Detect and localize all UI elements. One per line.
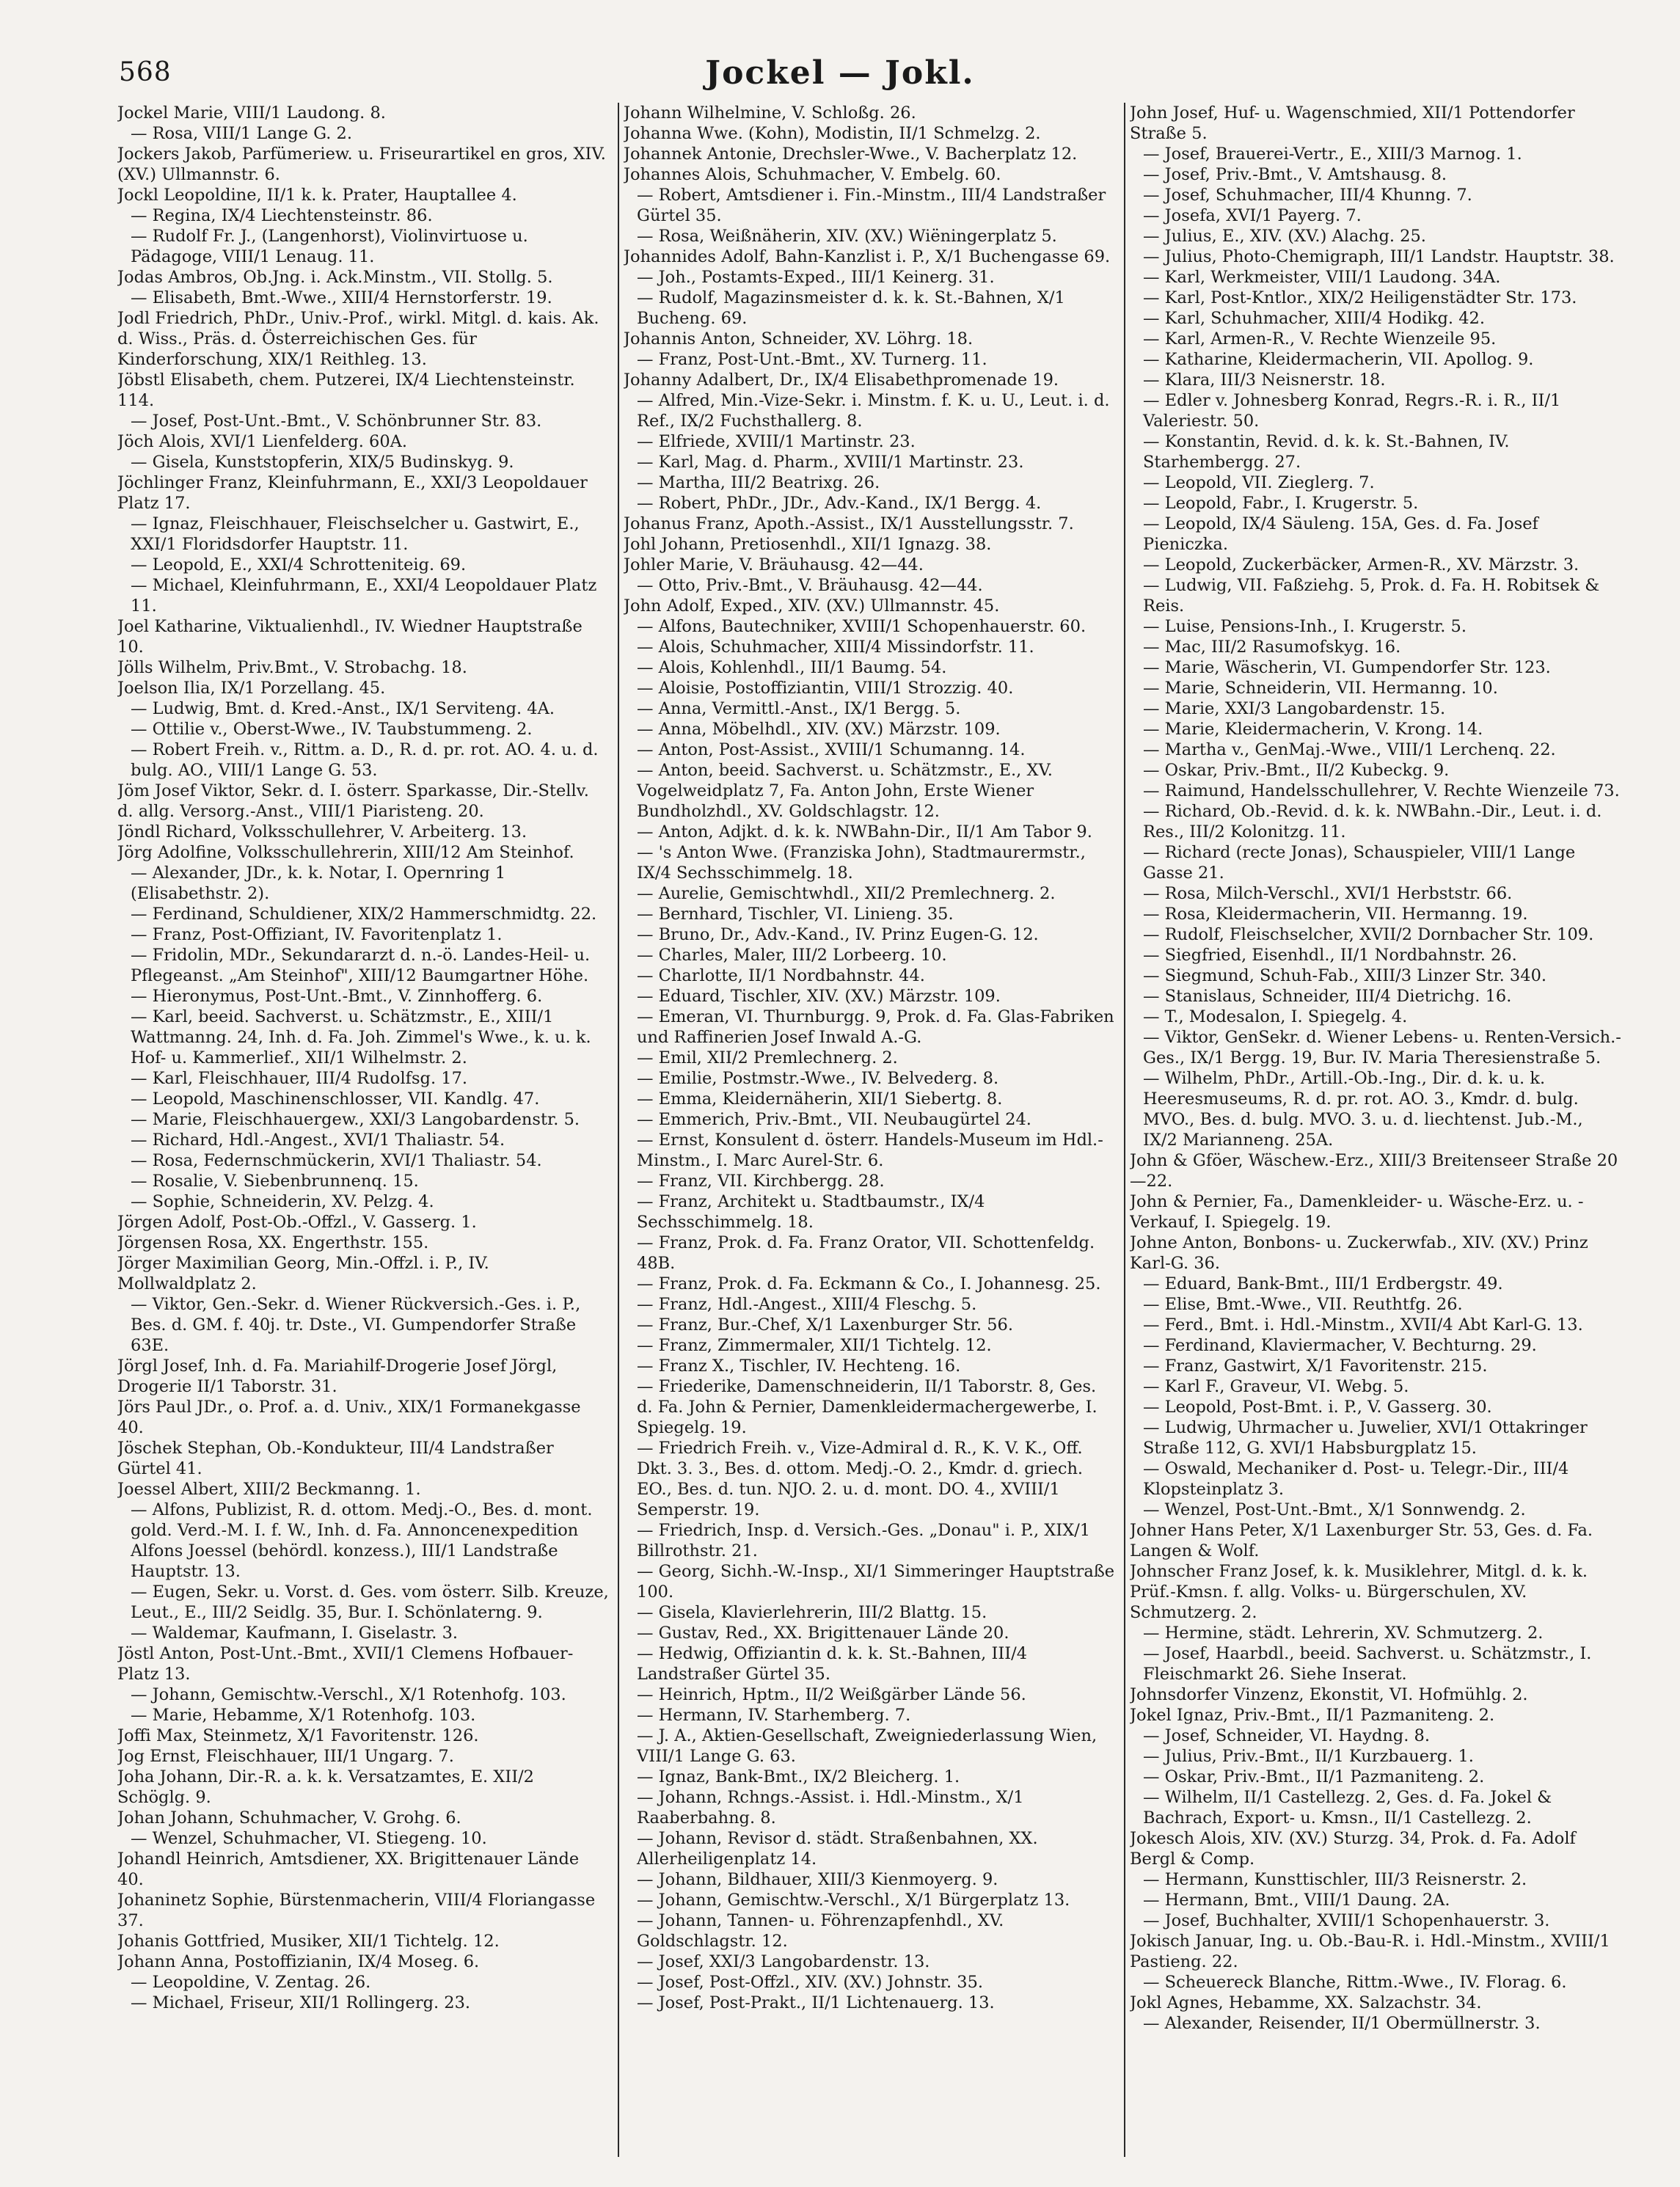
- directory-entry: — Martha v., GenMaj.-Wwe., VIII/1 Lerchenq. 22.: [1143, 740, 1556, 759]
- directory-entry: — Hermann, Bmt., VIII/1 Daung. 2A.: [1143, 1891, 1450, 1910]
- directory-entry: Johler Marie, V. Bräuhausg. 42—44.: [624, 555, 924, 574]
- directory-entry: — Oskar, Priv.-Bmt., II/1 Pazmaniteng. 2.: [1143, 1767, 1485, 1786]
- directory-entry: — Julius, E., XIV. (XV.) Alachg. 25.: [1143, 227, 1426, 246]
- directory-entry: — Viktor, Gen.-Sekr. d. Wiener Rückversich.-Ges. i. P., Bes. d. GM. f. 40j. tr. Dste., VI. Gumpendorfer Straße 63E.: [131, 1295, 581, 1355]
- directory-entry: Jodas Ambros, Ob.Jng. i. Ack.Minstm., VII. Stollg. 5.: [117, 268, 553, 287]
- directory-entry: — Sophie, Schneiderin, XV. Pelzg. 4.: [131, 1192, 434, 1211]
- directory-entry: — Marie, Kleidermacherin, V. Krong. 14.: [1143, 720, 1483, 739]
- directory-entry: — Emil, XII/2 Premlechnerg. 2.: [637, 1048, 898, 1067]
- directory-entry: Joelson Ilia, IX/1 Porzellang. 45.: [117, 679, 386, 698]
- directory-entry: — Josef, Priv.-Bmt., V. Amtshausg. 8.: [1143, 165, 1447, 184]
- directory-entry: — Karl, beeid. Sachverst. u. Schätzmstr., E., XIII/1 Wattmanng. 24, Inh. d. Fa. Joh. Zimmel's Wwe., k. u. k. Hof- u. Kammerlief., XII/1 Wilhelmstr. 2.: [131, 1007, 591, 1067]
- directory-entry: — Rosa, Kleidermacherin, VII. Hermanng. 19.: [1143, 905, 1528, 924]
- directory-entry: Johanis Gottfried, Musiker, XII/1 Tichtelg. 12.: [117, 1932, 500, 1951]
- directory-entry: Jockers Jakob, Parfümeriew. u. Friseurartikel en gros, XIV. (XV.) Ullmannstr. 6.: [117, 145, 606, 184]
- directory-entry: — Michael, Friseur, XII/1 Rollingerg. 23.: [131, 1993, 471, 2012]
- directory-entry: — Richard, Ob.-Revid. d. k. k. NWBahn.-Dir., Leut. i. d. Res., III/2 Kolonitzg. 11.: [1143, 802, 1602, 841]
- directory-entry: Jöschek Stephan, Ob.-Kondukteur, III/4 Landstraßer Gürtel 41.: [117, 1439, 554, 1478]
- directory-entry: — Franz, Hdl.-Angest., XIII/4 Fleschg. 5.: [637, 1295, 977, 1314]
- directory-entry: — Wilhelm, PhDr., Artill.-Ob.-Ing., Dir. d. k. u. k. Heeresmuseums, R. d. pr. rot. AO. 3., Kmdr. d. bulg. MVO., Bes. d. bulg. MVO. 3. u. d. liechtenst. Jub.-M., IX/2 Marianneng. 25A.: [1143, 1069, 1583, 1150]
- directory-entry: — Johann, Tannen- u. Föhrenzapfenhdl., XV. Goldschlagstr. 12.: [637, 1911, 1004, 1951]
- directory-entry: — Ferd., Bmt. i. Hdl.-Minstm., XVII/4 Abt Karl-G. 13.: [1143, 1315, 1583, 1335]
- directory-entry: — Johann, Revisor d. städt. Straßenbahnen, XX. Allerheiligenplatz 14.: [637, 1829, 1038, 1869]
- directory-entry: — Anton, Adjkt. d. k. k. NWBahn-Dir., II/1 Am Tabor 9.: [637, 822, 1092, 841]
- directory-entry: — Robert Freih. v., Rittm. a. D., R. d. pr. rot. AO. 4. u. d. bulg. AO., VIII/1 Lange G. 53.: [131, 740, 599, 780]
- directory-entry: — Aurelie, Gemischtwhdl., XII/2 Premlechnerg. 2.: [637, 884, 1056, 903]
- directory-entry: — Ernst, Konsulent d. österr. Handels-Museum im Hdl.-Minstm., I. Marc Aurel-Str. 6.: [637, 1131, 1103, 1170]
- directory-entry: Johann Wilhelmine, V. Schloßg. 26.: [624, 103, 916, 123]
- directory-entry: — Franz, Gastwirt, X/1 Favoritenstr. 215.: [1143, 1357, 1488, 1376]
- directory-entry: — Leopold, IX/4 Säuleng. 15A, Ges. d. Fa. Josef Pieniczka.: [1143, 514, 1538, 554]
- directory-entry: — Wenzel, Post-Unt.-Bmt., X/1 Sonnwendg. 2.: [1143, 1500, 1526, 1519]
- directory-entry: — Josef, Schneider, VI. Haydng. 8.: [1143, 1726, 1430, 1745]
- directory-entry: — Leopold, Maschinenschlosser, VII. Kandlg. 47.: [131, 1089, 540, 1109]
- directory-entry: — Robert, Amtsdiener i. Fin.-Minstm., III/4 Landstraßer Gürtel 35.: [637, 186, 1106, 225]
- directory-entry: — Emmerich, Priv.-Bmt., VII. Neubaugürtel 24.: [637, 1110, 1031, 1129]
- directory-entry: — Friedrich Freih. v., Vize-Admiral d. R., K. V. K., Off. Dkt. 3. 3., Bes. d. ottom. Medj.-O. 2., Kmdr. d. griech. EO., Bes. d. tun. NJO. 2. u. d. mont. DO. 4., XVIII/1 Semperstr. 19.: [637, 1439, 1084, 1519]
- directory-entry: Jörg Adolfine, Volksschullehrerin, XIII/12 Am Steinhof.: [117, 843, 574, 862]
- directory-entry: — Anna, Möbelhdl., XIV. (XV.) Märzstr. 109.: [637, 720, 1001, 739]
- directory-entry: — T., Modesalon, I. Spiegelg. 4.: [1143, 1007, 1408, 1026]
- directory-entry: — Johann, Rchngs.-Assist. i. Hdl.-Minstm., X/1 Raaberbahng. 8.: [637, 1788, 1024, 1828]
- directory-entry: — Viktor, GenSekr. d. Wiener Lebens- u. Renten-Versich.-Ges., IX/1 Bergg. 19, Bur. IV. Maria Theresienstraße 5.: [1143, 1028, 1621, 1067]
- directory-entry: — Julius, Photo-Chemigraph, III/1 Landstr. Hauptstr. 38.: [1143, 247, 1615, 266]
- directory-entry: — Hedwig, Offiziantin d. k. k. St.-Bahnen, III/4 Landstraßer Gürtel 35.: [637, 1644, 1028, 1684]
- directory-entry: Johann Anna, Postoffizianin, IX/4 Moseg. 6.: [117, 1952, 480, 1971]
- directory-entry: Jörgensen Rosa, XX. Engerthstr. 155.: [117, 1233, 429, 1252]
- directory-entry: Johannides Adolf, Bahn-Kanzlist i. P., X/1 Buchengasse 69.: [624, 247, 1111, 266]
- directory-entry: — Friederike, Damenschneiderin, II/1 Taborstr. 8, Ges. d. Fa. John & Pernier, Damenkleidermachergewerbe, I. Spiegelg. 19.: [637, 1377, 1098, 1437]
- directory-entry: Jöm Josef Viktor, Sekr. d. I. österr. Sparkasse, Dir.-Stellv. d. allg. Versorg.-Anst., VIII/1 Piaristeng. 20.: [117, 781, 589, 821]
- directory-entry: Jörger Maximilian Georg, Min.-Offzl. i. P., IV. Mollwaldplatz 2.: [117, 1254, 489, 1293]
- directory-entry: — Leopold, Fabr., I. Krugerstr. 5.: [1143, 494, 1419, 513]
- directory-entry: John & Pernier, Fa., Damenkleider- u. Wäsche-Erz. u. -Verkauf, I. Spiegelg. 19.: [1130, 1192, 1584, 1232]
- directory-entry: — Charlotte, II/1 Nordbahnstr. 44.: [637, 966, 925, 985]
- directory-entry: — Karl F., Graveur, VI. Webg. 5.: [1143, 1377, 1409, 1396]
- directory-entry: — Ludwig, VII. Faßziehg. 5, Prok. d. Fa. H. Robitsek & Reis.: [1143, 576, 1600, 616]
- directory-entry: — Rosa, Weißnäherin, XIV. (XV.) Wiëningerplatz 5.: [637, 227, 1057, 246]
- directory-entry: — Rudolf, Magazinsmeister d. k. k. St.-Bahnen, X/1 Bucheng. 69.: [637, 288, 1065, 328]
- directory-entry: — Marie, Wäscherin, VI. Gumpendorfer Str. 123.: [1143, 658, 1551, 677]
- directory-entry: — Georg, Sichh.-W.-Insp., XI/1 Simmeringer Hauptstraße 100.: [637, 1562, 1115, 1602]
- directory-entry: — Oskar, Priv.-Bmt., II/2 Kubeckg. 9.: [1143, 761, 1450, 780]
- directory-entry: Johne Anton, Bonbons- u. Zuckerwfab., XIV. (XV.) Prinz Karl-G. 36.: [1130, 1233, 1588, 1273]
- directory-entry: — Karl, Armen-R., V. Rechte Wienzeile 95.: [1143, 329, 1497, 348]
- directory-entry: — Ferdinand, Klaviermacher, V. Bechturng. 29.: [1143, 1336, 1537, 1355]
- column-3: [1130, 103, 1621, 2157]
- directory-entry: — Franz, Zimmermaler, XII/1 Tichtelg. 12.: [637, 1336, 992, 1355]
- directory-entry: — Hieronymus, Post-Unt.-Bmt., V. Zinnhofferg. 6.: [131, 987, 543, 1006]
- directory-entry: — Franz, Prok. d. Fa. Franz Orator, VII. Schottenfeldg. 48B.: [637, 1233, 1095, 1273]
- directory-entry: Johannek Antonie, Drechsler-Wwe., V. Bacherplatz 12.: [624, 145, 1078, 164]
- directory-entry: — Gisela, Kunststopferin, XIX/5 Budinskyg. 9.: [131, 453, 514, 472]
- directory-entry: — Alfons, Bautechniker, XVIII/1 Schopenhauerstr. 60.: [637, 617, 1086, 636]
- directory-entry: Jokel Ignaz, Priv.-Bmt., II/1 Pazmaniteng. 2.: [1130, 1706, 1495, 1725]
- directory-entry: Jölls Wilhelm, Priv.Bmt., V. Strobachg. 18.: [117, 658, 467, 677]
- directory-entry: — Bruno, Dr., Adv.-Kand., IV. Prinz Eugen-G. 12.: [637, 925, 1039, 944]
- directory-entry: Johannes Alois, Schuhmacher, V. Embelg. 60.: [624, 165, 1001, 184]
- directory-entry: — Marie, Schneiderin, VII. Hermanng. 10.: [1143, 679, 1498, 698]
- directory-entry: — Rosa, Federnschmückerin, XVI/1 Thaliastr. 54.: [131, 1151, 542, 1170]
- directory-entry: — Karl, Schuhmacher, XIII/4 Hodikg. 42.: [1143, 309, 1485, 328]
- directory-entry: — Rudolf, Fleischselcher, XVII/2 Dornbacher Str. 109.: [1143, 925, 1594, 944]
- directory-entry: — Josef, Brauerei-Vertr., E., XIII/3 Marnog. 1.: [1143, 145, 1522, 164]
- directory-entry: Jöch Alois, XVI/1 Lienfelderg. 60A.: [117, 432, 408, 451]
- directory-entry: — Stanislaus, Schneider, III/4 Dietrichg. 16.: [1143, 987, 1512, 1006]
- directory-entry: — Oswald, Mechaniker d. Post- u. Telegr.-Dir., III/4 Klopsteinplatz 3.: [1143, 1459, 1569, 1499]
- directory-entry: Joel Katharine, Viktualienhdl., IV. Wiedner Hauptstraße 10.: [117, 617, 582, 657]
- directory-entry: — Alfred, Min.-Vize-Sekr. i. Minstm. f. K. u. U., Leut. i. d. Ref., IX/2 Fuchsthallerg. 8.: [637, 391, 1110, 431]
- directory-entry: — Gustav, Red., XX. Brigittenauer Lände 20.: [637, 1624, 1009, 1643]
- directory-entry: — Katharine, Kleidermacherin, VII. Apollog. 9.: [1143, 350, 1534, 369]
- directory-entry: — Johann, Bildhauer, XIII/3 Kienmoyerg. 9.: [637, 1870, 998, 1889]
- directory-entry: John Josef, Huf- u. Wagenschmied, XII/1 Pottendorfer Straße 5.: [1130, 103, 1575, 143]
- directory-entry: — Mac, III/2 Rasumofskyg. 16.: [1143, 638, 1401, 657]
- directory-entry: — Franz, Prok. d. Fa. Eckmann & Co., I. Johannesg. 25.: [637, 1274, 1101, 1293]
- directory-entry: — Josef, Post-Unt.-Bmt., V. Schönbrunner Str. 83.: [131, 412, 542, 431]
- directory-entry: Joessel Albert, XIII/2 Beckmanng. 1.: [117, 1480, 421, 1499]
- directory-entry: — Siegfried, Eisenhdl., II/1 Nordbahnstr. 26.: [1143, 946, 1517, 965]
- directory-entry: — Rosalie, V. Siebenbrunnenq. 15.: [131, 1172, 419, 1191]
- directory-entry: Jockl Leopoldine, II/1 k. k. Prater, Hauptallee 4.: [117, 186, 517, 205]
- directory-entry: — Alois, Schuhmacher, XIII/4 Missindorfstr. 11.: [637, 638, 1034, 657]
- directory-entry: — Heinrich, Hptm., II/2 Weißgärber Lände 56.: [637, 1685, 1026, 1704]
- directory-entry: Johannis Anton, Schneider, XV. Löhrg. 18.: [624, 329, 974, 348]
- directory-entry: — Emma, Kleidernäherin, XII/1 Siebertg. 8.: [637, 1089, 1003, 1109]
- directory-entry: — Siegmund, Schuh-Fab., XIII/3 Linzer Str. 340.: [1143, 966, 1547, 985]
- directory-entry: — Josef, Schuhmacher, III/4 Khunng. 7.: [1143, 186, 1472, 205]
- directory-entry: — Josef, Post-Offzl., XIV. (XV.) Johnstr. 35.: [637, 1973, 984, 1992]
- directory-entry: — Wenzel, Schuhmacher, VI. Stiegeng. 10.: [131, 1829, 487, 1848]
- directory-entry: Johner Hans Peter, X/1 Laxenburger Str. 53, Ges. d. Fa. Langen & Wolf.: [1130, 1521, 1593, 1560]
- directory-entry: Jodl Friedrich, PhDr., Univ.-Prof., wirkl. Mitgl. d. kais. Ak. d. Wiss., Präs. d. Österreichischen Ges. für Kinderforschung, XIX/1 Reithleg. 13.: [117, 309, 599, 369]
- directory-entry: — Franz, Post-Offiziant, IV. Favoritenplatz 1.: [131, 925, 503, 944]
- directory-entry: — Joh., Postamts-Exped., III/1 Keinerg. 31.: [637, 268, 995, 287]
- directory-entry: — Waldemar, Kaufmann, I. Giselastr. 3.: [131, 1624, 459, 1643]
- directory-entry: John Adolf, Exped., XIV. (XV.) Ullmannstr. 45.: [624, 596, 1000, 616]
- directory-entry: — Scheuereck Blanche, Rittm.-Wwe., IV. Florag. 6.: [1143, 1973, 1567, 1992]
- directory-entry: — Emilie, Postmstr.-Wwe., IV. Belvederg. 8.: [637, 1069, 999, 1088]
- directory-entry: — Robert, PhDr., JDr., Adv.-Kand., IX/1 Bergg. 4.: [637, 494, 1042, 513]
- directory-entry: Johanny Adalbert, Dr., IX/4 Elisabethpromenade 19.: [624, 370, 1059, 390]
- directory-entry: — Leopold, Post-Bmt. i. P., V. Gasserg. 30.: [1143, 1398, 1492, 1417]
- directory-entry: — Josef, Haarbdl., beeid. Sachverst. u. Schätzmstr., I. Fleischmarkt 26. Siehe Inserat.: [1143, 1644, 1592, 1684]
- directory-entry: Jöchlinger Franz, Kleinfuhrmann, E., XXI/3 Leopoldauer Platz 17.: [117, 473, 588, 513]
- directory-entry: — Ludwig, Bmt. d. Kred.-Anst., IX/1 Serviteng. 4A.: [131, 699, 555, 718]
- directory-entry: — Ignaz, Bank-Bmt., IX/2 Bleicherg. 1.: [637, 1767, 960, 1786]
- directory-entry: — Fridolin, MDr., Sekundararzt d. n.-ö. Landes-Heil- u. Pflegeanst. „Am Steinhof", XIII/12 Baumgartner Höhe.: [131, 946, 591, 985]
- directory-entry: — Ferdinand, Schuldiener, XIX/2 Hammerschmidtg. 22.: [131, 905, 597, 924]
- directory-entry: — Karl, Post-Kntlor., XIX/2 Heiligenstädter Str. 173.: [1143, 288, 1577, 307]
- directory-entry: — Franz, Post-Unt.-Bmt., XV. Turnerg. 11.: [637, 350, 987, 369]
- directory-entry: — Eduard, Bank-Bmt., III/1 Erdbergstr. 49.: [1143, 1274, 1503, 1293]
- directory-entry: — Elisabeth, Bmt.-Wwe., XIII/4 Hernstorferstr. 19.: [131, 288, 552, 307]
- directory-entry: — Konstantin, Revid. d. k. k. St.-Bahnen, IV. Starhembergg. 27.: [1143, 432, 1510, 472]
- directory-entry: — Aloisie, Postoffiziantin, VIII/1 Strozzig. 40.: [637, 679, 1014, 698]
- directory-entry: — Alexander, Reisender, II/1 Obermüllnerstr. 3.: [1143, 2014, 1541, 2033]
- directory-entry: — Josefa, XVI/1 Payerg. 7.: [1143, 206, 1362, 225]
- directory-entry: — Marie, Hebamme, X/1 Rotenhofg. 103.: [131, 1706, 476, 1725]
- directory-entry: — Anton, beeid. Sachverst. u. Schätzmstr., E., XV. Vogelweidplatz 7, Fa. Anton John, Erste Wiener Bundholzhdl., XV. Goldschlagstr. 12.: [637, 761, 1053, 821]
- directory-entry: — Klara, III/3 Neisnerstr. 18.: [1143, 370, 1386, 390]
- directory-entry: — Leopoldine, V. Zentag. 26.: [131, 1973, 371, 1992]
- directory-entry: — Friedrich, Insp. d. Versich.-Ges. „Donau" i. P., XIX/1 Billrothstr. 21.: [637, 1521, 1091, 1560]
- directory-entry: Joha Johann, Dir.-R. a. k. k. Versatzamtes, E. XII/2 Schöglg. 9.: [117, 1767, 534, 1807]
- directory-entry: — Emeran, VI. Thurnburgg. 9, Prok. d. Fa. Glas-Fabriken und Raffinerien Josef Inwald A.-G.: [637, 1007, 1114, 1047]
- directory-entry: — Karl, Fleischhauer, III/4 Rudolfsg. 17.: [131, 1069, 468, 1088]
- directory-entry: — Julius, Priv.-Bmt., II/1 Kurzbauerg. 1.: [1143, 1747, 1474, 1766]
- directory-entry: — Hermann, IV. Starhemberg. 7.: [637, 1706, 911, 1725]
- directory-entry: — Hermann, Kunsttischler, III/3 Reisnerstr. 2.: [1143, 1870, 1527, 1889]
- directory-entry: — Johann, Gemischtw.-Verschl., X/1 Rotenhofg. 103.: [131, 1685, 566, 1704]
- directory-entry: Johanna Wwe. (Kohn), Modistin, II/1 Schmelzg. 2.: [624, 124, 1041, 143]
- directory-entry: — Luise, Pensions-Inh., I. Krugerstr. 5.: [1143, 617, 1467, 636]
- directory-entry: — Elfriede, XVIII/1 Martinstr. 23.: [637, 432, 916, 451]
- directory-entry: Johnsdorfer Vinzenz, Ekonstit, VI. Hofmühlg. 2.: [1130, 1685, 1528, 1704]
- directory-entry: — Leopold, VII. Zieglerg. 7.: [1143, 473, 1375, 492]
- directory-entry: Jokesch Alois, XIV. (XV.) Sturzg. 34, Prok. d. Fa. Adolf Bergl & Comp.: [1130, 1829, 1576, 1869]
- directory-entry: — Michael, Kleinfuhrmann, E., XXI/4 Leopoldauer Platz 11.: [131, 576, 597, 616]
- directory-entry: — Ottilie v., Oberst-Wwe., IV. Taubstummeng. 2.: [131, 720, 533, 739]
- directory-entry: — Johann, Gemischtw.-Verschl., X/1 Bürgerplatz 13.: [637, 1891, 1070, 1910]
- directory-entry: Jog Ernst, Fleischhauer, III/1 Ungarg. 7.: [117, 1747, 454, 1766]
- page-heading: Jockel — Jokl.: [705, 54, 975, 92]
- directory-entry: — Alfons, Publizist, R. d. ottom. Medj.-O., Bes. d. mont. gold. Verd.-M. I. f. W., Inh. d. Fa. Annoncenexpedition Alfons Joessel (behördl. konzess.), III/1 Landstraße Hauptstr. 13.: [131, 1500, 593, 1581]
- directory-entry: Johanus Franz, Apoth.-Assist., IX/1 Ausstellungsstr. 7.: [624, 514, 1074, 533]
- directory-entry: Johaninetz Sophie, Bürstenmacherin, VIII/4 Floriangasse 37.: [117, 1891, 596, 1930]
- directory-entry: — Gisela, Klavierlehrerin, III/2 Blattg. 15.: [637, 1603, 987, 1622]
- directory-entry: — Richard, Hdl.-Angest., XVI/1 Thaliastr. 54.: [131, 1131, 505, 1150]
- directory-entry: Johandl Heinrich, Amtsdiener, XX. Brigittenauer Lände 40.: [117, 1850, 580, 1889]
- directory-entry: — Leopold, E., XXI/4 Schrotteniteig. 69.: [131, 555, 467, 574]
- directory-entry: — Alexander, JDr., k. k. Notar, I. Opernring 1 (Elisabethstr. 2).: [131, 864, 506, 903]
- directory-entry: — Marie, XXI/3 Langobardenstr. 15.: [1143, 699, 1446, 718]
- directory-entry: — Eduard, Tischler, XIV. (XV.) Märzstr. 109.: [637, 987, 1001, 1006]
- directory-entry: — Anna, Vermittl.-Anst., IX/1 Bergg. 5.: [637, 699, 961, 718]
- directory-entry: Jörgen Adolf, Post-Ob.-Offzl., V. Gasserg. 1.: [117, 1213, 477, 1232]
- directory-entry: — Rosa, VIII/1 Lange G. 2.: [131, 124, 353, 143]
- directory-entry: — Franz, Bur.-Chef, X/1 Laxenburger Str. 56.: [637, 1315, 1014, 1335]
- directory-entry: — Hermine, städt. Lehrerin, XV. Schmutzerg. 2.: [1143, 1624, 1544, 1643]
- directory-entry: Jöbstl Elisabeth, chem. Putzerei, IX/4 Liechtensteinstr. 114.: [117, 370, 575, 410]
- directory-entry: — Leopold, Zuckerbäcker, Armen-R., XV. Märzstr. 3.: [1143, 555, 1579, 574]
- directory-entry: — Charles, Maler, III/2 Lorbeerg. 10.: [637, 946, 947, 965]
- directory-entry: Jörs Paul JDr., o. Prof. a. d. Univ., XIX/1 Formanekgasse 40.: [117, 1398, 581, 1437]
- directory-entry: — Anton, Post-Assist., XVIII/1 Schumanng. 14.: [637, 740, 1026, 759]
- directory-entry: Johnscher Franz Josef, k. k. Musiklehrer, Mitgl. d. k. k. Prüf.-Kmsn. f. allg. Volks- u. Bürgerschulen, XV. Schmutzerg. 2.: [1130, 1562, 1588, 1622]
- directory-entry: John & Gföer, Wäschew.-Erz., XIII/3 Breitenseer Straße 20—22.: [1130, 1151, 1618, 1191]
- directory-entry: — Eugen, Sekr. u. Vorst. d. Ges. vom österr. Silb. Kreuze, Leut., E., III/2 Seidlg. 35, Bur. I. Schönlaterng. 9.: [131, 1582, 609, 1622]
- directory-entry: — Karl, Werkmeister, VIII/1 Laudong. 34A.: [1143, 268, 1501, 287]
- directory-entry: — Elise, Bmt.-Wwe., VII. Reuthtfg. 26.: [1143, 1295, 1463, 1314]
- directory-entry: Jöstl Anton, Post-Unt.-Bmt., XVII/1 Clemens Hofbauer-Platz 13.: [117, 1644, 574, 1684]
- directory-entry: — Wilhelm, II/1 Castellezg. 2, Ges. d. Fa. Jokel & Bachrach, Export- u. Kmsn., II/1 Castellezg. 2.: [1143, 1788, 1552, 1828]
- directory-entry: — Josef, Buchhalter, XVIII/1 Schopenhauerstr. 3.: [1143, 1911, 1550, 1930]
- page-number: 568: [119, 57, 172, 87]
- directory-entry: Jöndl Richard, Volksschullehrer, V. Arbeiterg. 13.: [117, 822, 527, 841]
- directory-columns: [117, 103, 1621, 2157]
- directory-entry: Jockel Marie, VIII/1 Laudong. 8.: [117, 103, 386, 123]
- directory-entry: — Edler v. Johnesberg Konrad, Regrs.-R. i. R., II/1 Valeriestr. 50.: [1143, 391, 1561, 431]
- directory-entry: Johl Johann, Pretiosenhdl., XII/1 Ignazg. 38.: [624, 535, 992, 554]
- directory-entry: Jokl Agnes, Hebamme, XX. Salzachstr. 34.: [1130, 1993, 1482, 2012]
- directory-entry: — Rudolf Fr. J., (Langenhorst), Violinvirtuose u. Pädagoge, VIII/1 Lenaug. 11.: [131, 227, 528, 266]
- column-1: [117, 103, 609, 2157]
- column-2: [624, 103, 1115, 2157]
- directory-entry: — Franz, Architekt u. Stadtbaumstr., IX/4 Sechsschimmelg. 18.: [637, 1192, 985, 1232]
- directory-entry: Johan Johann, Schuhmacher, V. Grohg. 6.: [117, 1808, 461, 1828]
- directory-entry: — Martha, III/2 Beatrixg. 26.: [637, 473, 880, 492]
- directory-entry: Jörgl Josef, Inh. d. Fa. Mariahilf-Drogerie Josef Jörgl, Drogerie II/1 Taborstr. 31.: [117, 1357, 558, 1396]
- directory-entry: — Regina, IX/4 Liechtensteinstr. 86.: [131, 206, 433, 225]
- directory-entry: — Franz, VII. Kirchbergg. 28.: [637, 1172, 885, 1191]
- directory-entry: — Josef, XXI/3 Langobardenstr. 13.: [637, 1952, 930, 1971]
- directory-entry: Jokisch Januar, Ing. u. Ob.-Bau-R. i. Hdl.-Minstm., XVIII/1 Pastieng. 22.: [1130, 1932, 1610, 1971]
- directory-entry: — Otto, Priv.-Bmt., V. Bräuhausg. 42—44.: [637, 576, 983, 595]
- directory-entry: — Josef, Post-Prakt., II/1 Lichtenauerg. 13.: [637, 1993, 995, 2012]
- directory-entry: — Franz X., Tischler, IV. Hechteng. 16.: [637, 1357, 961, 1376]
- directory-entry: — Ludwig, Uhrmacher u. Juwelier, XVI/1 Ottakringer Straße 112, G. XVI/1 Habsburgplatz 15.: [1143, 1418, 1588, 1458]
- directory-entry: — Marie, Fleischhauergew., XXI/3 Langobardenstr. 5.: [131, 1110, 580, 1129]
- directory-entry: — Ignaz, Fleischhauer, Fleischselcher u. Gastwirt, E., XXI/1 Floridsdorfer Hauptstr. 11.: [131, 514, 580, 554]
- directory-entry: — Alois, Kohlenhdl., III/1 Baumg. 54.: [637, 658, 947, 677]
- directory-entry: — Raimund, Handelsschullehrer, V. Rechte Wienzeile 73.: [1143, 781, 1620, 800]
- directory-entry: — 's Anton Wwe. (Franziska John), Stadtmaurermstr., IX/4 Sechsschimmelg. 18.: [637, 843, 1086, 883]
- directory-entry: — Rosa, Milch-Verschl., XVI/1 Herbststr. 66.: [1143, 884, 1513, 903]
- directory-entry: — Bernhard, Tischler, VI. Linieng. 35.: [637, 905, 954, 924]
- directory-entry: Joffi Max, Steinmetz, X/1 Favoritenstr. 126.: [117, 1726, 479, 1745]
- directory-entry: — J. A., Aktien-Gesellschaft, Zweigniederlassung Wien, VIII/1 Lange G. 63.: [637, 1726, 1098, 1766]
- directory-entry: — Karl, Mag. d. Pharm., XVIII/1 Martinstr. 23.: [637, 453, 1024, 472]
- directory-entry: — Richard (recte Jonas), Schauspieler, VIII/1 Lange Gasse 21.: [1143, 843, 1576, 883]
